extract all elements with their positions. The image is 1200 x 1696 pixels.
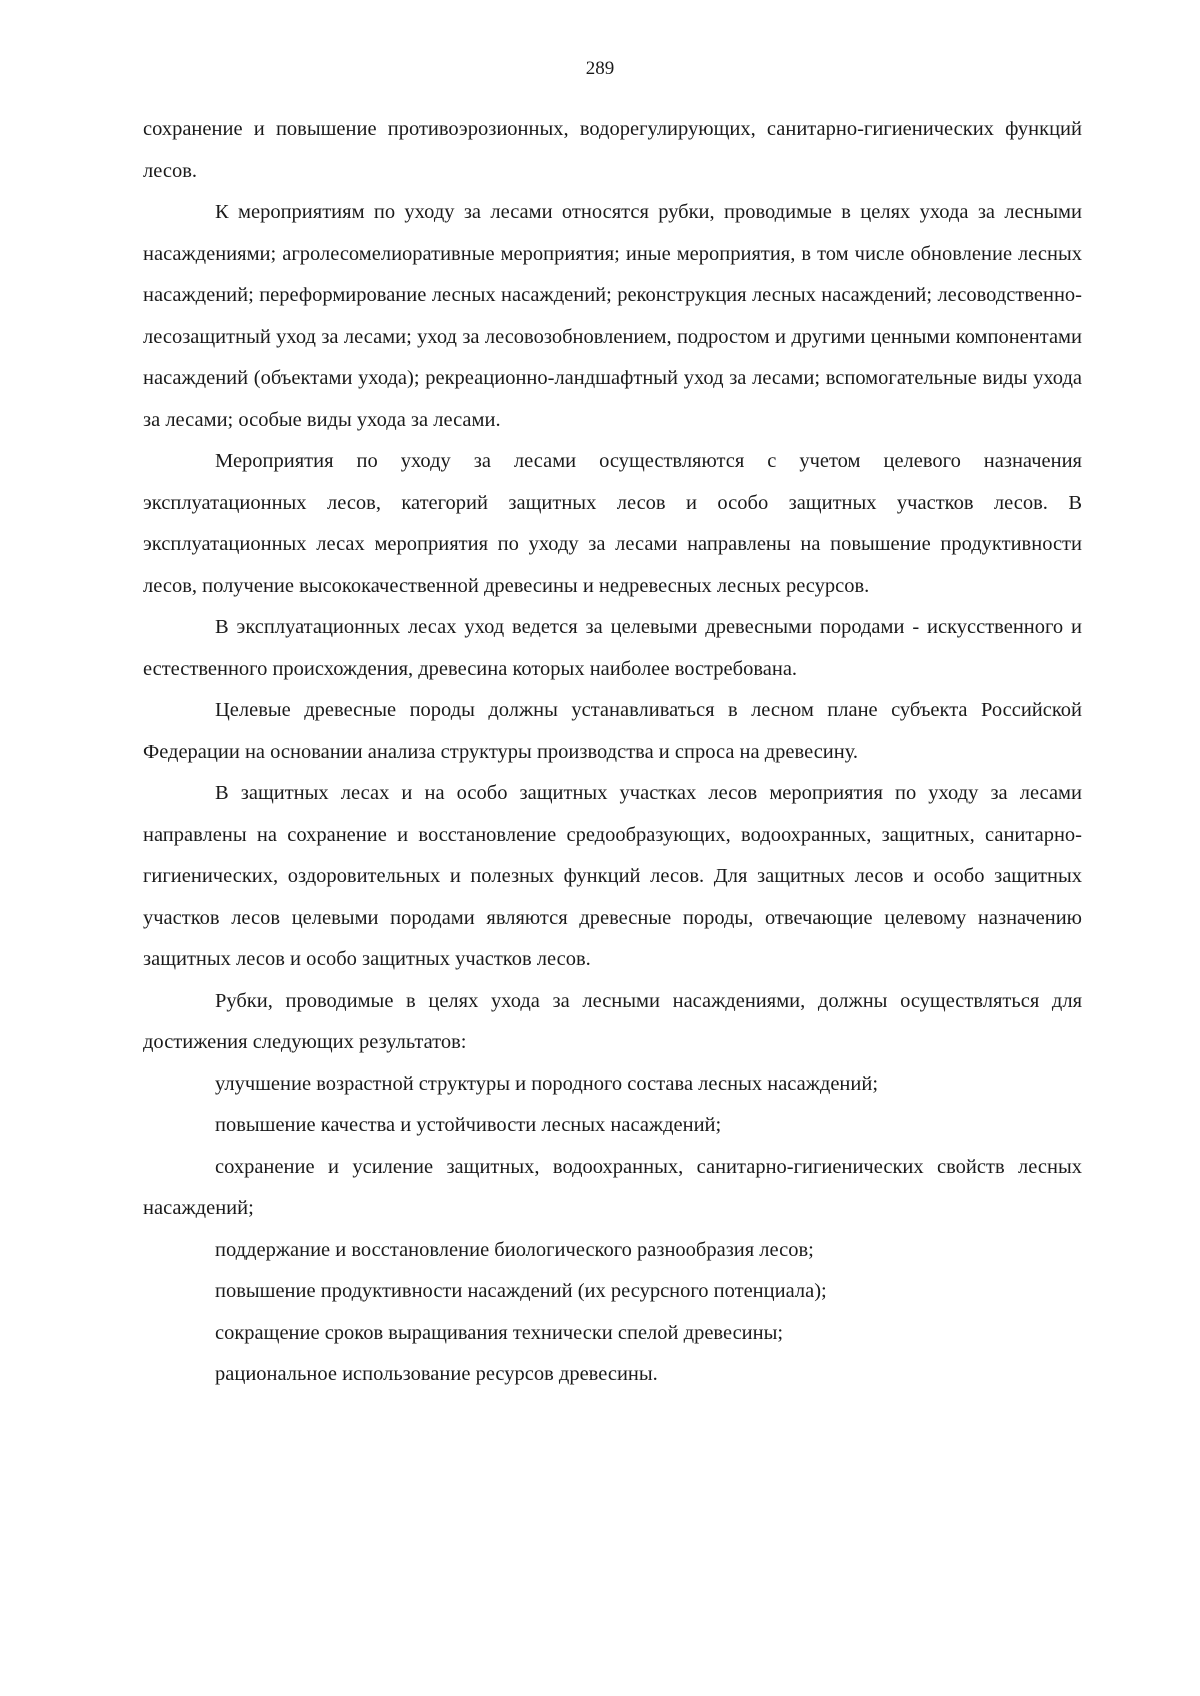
- list-item: повышение качества и устойчивости лесных насаждений;: [215, 1114, 722, 1136]
- paragraph-purpose: Мероприятия по уходу за лесами осуществляются с учетом целевого назначения эксплуатационных лесов, категорий защитных лесов и особо защитных участков лесов. В эксплуатационных лесах мероприятия по уходу за лесами направлены на повышение продуктивности лесов, получение высококачественной древесины и недревесных лесных ресурсов.: [143, 450, 1082, 597]
- document-body: [143, 109, 1082, 1396]
- paragraph-target-species: Целевые древесные породы должны устанавливаться в лесном плане субъекта Российской Федерации на основании анализа структуры производства и спроса на древесину.: [143, 699, 1082, 763]
- list-item: поддержание и восстановление биологического разнообразия лесов;: [215, 1238, 814, 1261]
- paragraph-protective-forests: В защитных лесах и на особо защитных участках лесов мероприятия по уходу за лесами направлены на сохранение и восстановление средообразующих, водоохранных, защитных, санитарно-гигиенических, оздоровительных и полезных функций лесов. Для защитных лесов и особо защитных участков лесов целевыми породами являются древесные породы, отвечающие целевому назначению защитных лесов и особо защитных участков лесов.: [143, 782, 1082, 970]
- list-item: повышение продуктивности насаждений (их ресурсного потенциала);: [215, 1280, 827, 1302]
- list-item: сокращение сроков выращивания технически спелой древесины;: [215, 1321, 784, 1344]
- paragraph-exploitation-forests: В эксплуатационных лесах уход ведется за целевыми древесными породами - искусственного и естественного происхождения, древесина которых наиболее востребована.: [143, 616, 1082, 680]
- list-item: рациональное использование ресурсов древесины.: [215, 1363, 658, 1385]
- paragraph-care-measures: К мероприятиям по уходу за лесами относятся рубки, проводимые в целях ухода за лесными насаждениями; агролесомелиоративные мероприятия; иные мероприятия, в том числе обновление лесных насаждений; переформирование лесных насаждений; реконструкция лесных насаждений; лесоводственно-лесозащитный уход за лесами; уход за лесовозобновлением, подростом и другими ценными компонентами насаждений (объектами ухода); рекреационно-ландшафтный уход за лесами; вспомогательные виды ухода за лесами; особые виды ухода за лесами.: [143, 201, 1082, 431]
- paragraph-cutting-goals: Рубки, проводимые в целях ухода за лесными насаждениями, должны осуществляться для достижения следующих результатов:: [143, 989, 1082, 1053]
- list-item: сохранение и усиление защитных, водоохранных, санитарно-гигиенических свойств лесных насаждений;: [143, 1155, 1082, 1219]
- paragraph-continuation: сохранение и повышение противоэрозионных, водорегулирующих, санитарно-гигиенических функций лесов.: [143, 118, 1082, 182]
- page-number: 289: [585, 58, 615, 79]
- list-item: улучшение возрастной структуры и породного состава лесных насаждений;: [215, 1072, 879, 1095]
